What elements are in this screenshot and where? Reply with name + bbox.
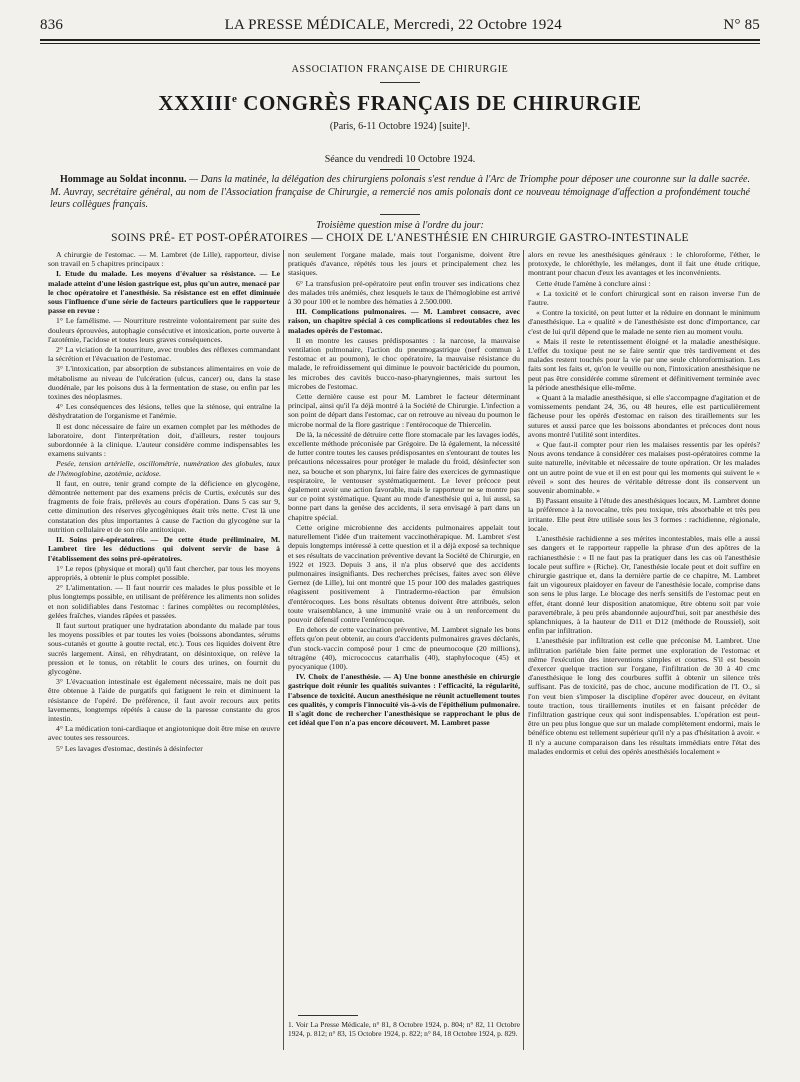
- footnote-rule: [298, 1015, 358, 1016]
- running-title: LA PRESSE MÉDICALE, Mercredi, 22 Octobre 1924: [224, 16, 562, 33]
- paragraph: B) Passant ensuite à l'étude des anesthésiques locaux, M. Lambret donne la préférence à la novocaïne, très peu toxique, très absorbable et très peu irritante. Elle peut être utilisée sous les 3 formes : rachidienne, régionale, locale.: [528, 496, 760, 533]
- paragraph: 5° Les lavages d'estomac, destinés à désinfecter: [56, 743, 203, 753]
- column-separator: [523, 250, 524, 1050]
- paragraph: En dehors de cette vaccination préventive, M. Lambret signale les bons effets qu'on peut obtenir, au cours d'accidents pulmonaires graves déclarés, d'un stock-vaccin composé pour 1 cmc de pneumocoque (20 millions), tétragène (40), micrococcus catarrhalis (40), staphylocoque (45) et pyocyanique (100).: [288, 625, 520, 671]
- paragraph: L'anesthésie rachidienne a ses mérites incontestables, mais elle a aussi ses dangers et le rapporteur rappelle la phrase d'un des apôtres de la rachianesthésie : « Il ne faut pas la pratiquer dans les cas où l'anesthésie locale peut suffire » (Riche). Or, l'anesthésie locale peut et doit suffire en chirurgie gastrique et, dans la dernière partie de ce chapitre, M. Lambret fait un vigoureux plaidoyer en faveur de l'anesthésie locale, comprise dans son sens le plus large. Le blocage des nerfs sensitifs de l'estomac peut en effet, étant donné leur disposition anatomique, être obtenu soit par voie paravertébrale, à peu près abandonnée aujourd'hui, soit par anesthésie des splanchniques, à la hauteur de D11 et D12 (méthode de Roussiel), soit enfin par infiltration.: [528, 534, 760, 636]
- divider: [380, 214, 420, 215]
- paragraph: Il faut surtout pratiquer une hydratation abondante du malade par tous les moyens possibles et par toutes les voies (boissons abondantes, sérums sous-cutanés et goutte à goutte rectal, etc.). Tous ces liquides doivent être sucrés largement. Ainsi, en réhydratant, on désintoxique, on relève la pression et le tonus, on rétablit le cours des urines, on fournit du glycogène.: [48, 620, 280, 676]
- paragraph: non seulement l'organe malade, mais tout l'organisme, doivent être pratiqués d'avance, répétés tous les jours et principalement chez les stasiques.: [288, 250, 520, 278]
- paragraph: « Contre la toxicité, on peut lutter et la réduire en donnant le minimum d'anesthésique. La « qualité » de l'anesthésiste est donc d'importance, car c'est de lui qu'il dépend que le malade ne sente rien au moment voulu.: [528, 308, 760, 336]
- section-heading: IV. Choix de l'anesthésie. — A) Une bonne anesthésie en chirurgie gastrique doit réunir les qualités suivantes : l'efficacité, la régularité, l'absence de toxicité. Aucun anesthésique ne réunit actuellement toutes ces qualités, y compris l'innocuité vis-à-vis de l'épithélium pulmonaire. Il s'agit donc de rechercher l'anesthésique se rapprochant le plus de cet idéal que l'on n'a pas encore découvert. M. Lambret passe: [288, 672, 520, 728]
- congress-dates: (Paris, 6-11 Octobre 1924) [suite]¹.: [329, 121, 471, 132]
- paragraph: « Mais il reste le retentissement éloigné et la maladie anesthésique. L'effet du toxique peut ne se faire sentir que très tardivement et des malades restent touchés pour la vie par une seule chloroformisation. Les faits sont les faits et, qu'on le veuille ou non, l'intoxication anesthésique ne peut pas être considérée comme sûrement et définitivement terminée avec la période anesthésique elle-même.: [528, 336, 760, 392]
- question-title: SOINS PRÉ- ET POST-OPÉRATOIRES — CHOIX DE L'ANESTHÉSIE EN CHIRURGIE GASTRO-INTESTINALE: [111, 232, 689, 244]
- congress-numeral: XXXIII: [158, 91, 232, 115]
- divider: [380, 169, 420, 170]
- seance-date: Séance du vendredi 10 Octobre 1924.: [324, 154, 476, 165]
- paragraph: 4° Les conséquences des lésions, telles que la sténose, qui entraîne la déshydratation de l'organisme et l'anémie.: [48, 402, 280, 421]
- paragraph: 6° La transfusion pré-opératoire peut enfin trouver ses indications chez des malades très anémiés, chez lesquels le taux de l'hémoglobine est arrivé à 30 pour 100 et le nombre des hématies à 2.500.000.: [288, 278, 520, 307]
- issue-number: N° 85: [723, 16, 760, 33]
- paragraph: Cette origine microbienne des accidents pulmonaires appelait tout naturellement l'idée d'un traitement vaccinothérapique. M. Lambret s'est depuis longtemps intéressé à cette question et il a déjà exposé sa technique et ses résultats de vaccination préventive devant la Société de Chirurgie, en 1922 et 1923. Depuis 3 ans, il n'a plus observé que des accidents pulmonaires insignifiants. Des recherches précises, faites avec son élève Gernez (de Lille), lui ont montré que 15 pour 100 des malades gastriques réagissent positivement à l'intradermo-réaction par émulsion d'entérocoques. Les bons résultats obtenus doivent être attribués, selon toute vraisemblance, à une immunité vraie ou à un renforcement du pouvoir défensif contre l'entérocoque.: [288, 522, 520, 624]
- paragraph: 3° L'évacuation intestinale est également nécessaire, mais ne doit pas être obtenue à l'aide de purgatifs qui fatiguent le rein et diminuent la résistance de l'opéré. De préférence, il faut avoir recours aux petits lavements, longtemps répétés à cause de la paresse constante du gros intestin.: [48, 677, 280, 723]
- paragraph: Cette étude l'amène à conclure ainsi :: [536, 278, 651, 288]
- congress-title: [0, 91, 800, 116]
- text-column-1: [48, 250, 280, 1050]
- running-header: [40, 14, 760, 36]
- page-number: 836: [40, 16, 64, 33]
- paragraph: De là, la nécessité de détruire cette flore stomacale par les lavages iodés, excellente méthode préconisée par Grégoire. De là également, la nécessité de lutter contre toutes les causes prédisposantes en s'entourant de toutes les précautions nécessaires pour protéger le malade du froid, désinfecter son nez, sa bouche et son pharynx, lui faire faire des exercices de gymnastique respiratoire, le ventouser systématiquement. Le lever précoce peut également avoir une action favorable, mais le rapporteur ne se montre pas sur ce point systématique. Quant au mode d'anesthésie qui a, lui aussi, sa bonne part dans la genèse des accidents, il sera envisagé à part dans un chapitre spécial.: [288, 429, 520, 522]
- header-rule-thin: [40, 43, 760, 44]
- paragraph: Il est donc nécessaire de faire un examen complet par les méthodes de laboratoire, dont l'interprétation doit, d'ailleurs, rester toujours subordonnée à la clinique. L'auteur considère comme indispensables les examens suivants :: [48, 421, 280, 459]
- section-heading: III. Complications pulmonaires. — M. Lambret consacre, avec raison, un chapitre spécial à ces complications si redoutables chez les malades opérés de l'estomac.: [288, 307, 520, 335]
- text-column-2: [288, 250, 520, 1005]
- paragraph: 3° L'intoxication, par absorption de substances alimentaires en voie de métabolisme au niveau de l'ulcération (ulcus, cancer) ou, dans la stase duodénale, par les poisons dus à la fermentation de stase, ou enfin par les toxines des néoplasmes.: [48, 364, 280, 402]
- question-intro: Troisième question mise à l'ordre du jour:: [316, 220, 484, 231]
- paragraph: L'anesthésie par infiltration est celle que préconise M. Lambret. Une infiltration pariétale bien faite permet une exploration de l'estomac et même l'exécution des interventions simples et courtes. S'il est besoin d'exercer quelque traction sur l'organe, l'infiltration de 30 à 40 cmc d'anesthésique le long des courbures suffit à obtenir un silence très suffisant. Pas de toxicité, pas de choc, aucune modification de l'I. O., si l'on veut bien s'imposer la discipline d'opérer avec douceur, en évitant toute traction, tous tiraillements inutiles et en faisant précéder de l'infiltration gastrique ceux qui sont indispensables. L'opération est peut-être un peu plus longue que sur un malade complètement endormi, mais le bénéfice obtenu est tellement supérieur qu'il n'y a pas d'hésitation à avoir. « Il n'y a aucune comparaison dans les résultats immédiats entre l'état des malades endormis et celui des opérés anesthésiés localement »: [528, 636, 760, 756]
- congress-title-text: CONGRÈS FRANÇAIS DE CHIRURGIE: [237, 91, 642, 115]
- hommage-text: — Dans la matinée, la délégation des chirurgiens polonais s'est rendue à l'Arc de Triomphe pour déposer une couronne sur la dalle sacrée. M. Auvray, secrétaire général, au nom de l'Association française de Chirurgie, a remercié nos amis polonais dont ce nouveau témoignage d'affection a profondément touché leurs collègues français.: [50, 174, 750, 210]
- paragraph: 1° Le famélisme. — Nourriture restreinte volontairement par suite des douleurs éprouvées, autophagie consécutive et intoxication, porte ouverte à l'azotémie, l'acidose et toutes leurs graves conséquences.: [48, 316, 280, 344]
- column-separator: [283, 250, 284, 1050]
- section-heading: I. Etude du malade. Les moyens d'évaluer sa résistance. — Le malade atteint d'une lésion gastrique est, plus qu'un autre, menacé par le choc opératoire et l'anesthésie. Sa résistance est en effet diminuée sous l'influence d'une série de facteurs particuliers que le rapporteur passe en revue :: [48, 269, 280, 316]
- paragraph: alors en revue les anesthésiques généraux : le chloroforme, l'éther, le protoxyde, le chloréthyle, les mélanges, dont il fait une étude critique, montrant pour chacun d'eux les avantages et les inconvénients.: [528, 250, 760, 278]
- header-rule-thick: [40, 39, 760, 41]
- paragraph: 2° L'alimentation. — Il faut nourrir ces malades le plus possible et le plus longtemps possible, en utilisant de préférence les aliments non solides et non solidifiables dans l'estomac : farines complètes ou recomplétées, gelées fraîches, viandes râpées et passées.: [48, 583, 280, 620]
- association-name: ASSOCIATION FRANÇAISE DE CHIRURGIE: [291, 64, 509, 75]
- paragraph: Il faut, en outre, tenir grand compte de la déficience en glycogène, démontrée nettement par des examens précis de Curtis, exécutés sur des fragments de foie frais, prélevés au cours d'opération. Dans 5 cas sur 9, cette diminution des réserves glycogéniques était très nette. C'est là une constatation des plus importantes à cause de l'action du glycogène sur la nutrition cellulaire et de son rôle antitoxique.: [48, 478, 280, 534]
- hommage-lead: Hommage au Soldat inconnu.: [60, 174, 187, 185]
- divider: [380, 82, 420, 83]
- paragraph: Il en montre les causes prédisposantes : la narcose, la mauvaise ventilation pulmonaire, l'action du pneumogastrique (nerf commun à l'estomac et au poumon), le choc opératoire, la mauvaise résistance du malade, le refroidissement qui diminue le pouvoir bactéricide du poumon, les microbes des cavités bucco-naso-pharyngiennes, mais surtout les microbes de l'estomac.: [288, 335, 520, 391]
- hommage-paragraph: [50, 174, 750, 212]
- text-column-3: [528, 250, 760, 1050]
- paragraph: 1° Le repos (physique et moral) qu'il faut chercher, par tous les moyens appropriés, à obtenir le plus complet possible.: [48, 563, 280, 582]
- paragraph: « Quant à la maladie anesthésique, si elle s'accompagne d'agitation et de vomissements pendant 24, 36, ou 48 heures, elle est particulièrement fâcheuse pour les opérés d'estomac en raison des tiraillements sur les sutures et aussi parce que les boissons abondantes et précoces dont nous avons montré l'utilité sont interdites.: [528, 393, 760, 439]
- paragraph: Cette dernière cause est pour M. Lambret le facteur déterminant principal, ainsi qu'il l'a déjà montré à la Société de Chirurgie. L'infection a son point de départ dans l'estomac, car on retrouve au niveau du poumon le microbe normal de la flore gastrique : l'entérocoque de Thiercelin.: [288, 392, 520, 429]
- congress-suffix: e: [231, 93, 238, 105]
- paragraph: A chirurgie de l'estomac. — M. Lambret (de Lille), rapporteur, divise son travail en 5 chapitres principaux :: [48, 250, 280, 269]
- footnote: 1. Voir La Presse Médicale, n° 81, 8 Octobre 1924, p. 804; n° 82, 11 Octobre 1924, p. 812; n° 83, 15 Octobre 1924, p. 822; n° 84, 18 Octobre 1924, p. 829.: [288, 1020, 520, 1038]
- paragraph: 4° La médication toni-cardiaque et angiotonique doit être mise en œuvre avec toutes ses ressources.: [48, 724, 280, 743]
- paragraph: Pesée, tension artérielle, oscillométrie, numération des globules, taux de l'hémoglobine, azotémie, acidose.: [48, 459, 280, 478]
- paragraph: « La toxicité et le confort chirurgical sont en raison inverse l'un de l'autre.: [528, 288, 760, 308]
- paragraph: « Que faut-il compter pour rien les malaises ressentis par les opérés? Nous avons tendance à considérer ces malaises post-opératoires comme la suite naturelle, inévitable et nécessaire de toute opération. Or les malades ont un autre point de vue et il en est pour qui les moments qui suivent le « réveil » sont des heures de véritable détresse dont ils conservent un souvenir abominable. »: [528, 440, 760, 496]
- section-heading: II. Soins pré-opératoires. — De cette étude préliminaire, M. Lambret tire les déductions qui doivent servir de base à l'établissement des soins pré-opératoires.: [48, 535, 280, 563]
- paragraph: 2° La viciation de la nourriture, avec troubles des réflexes commandant la sécrétion et l'évacuation de l'estomac.: [48, 345, 280, 364]
